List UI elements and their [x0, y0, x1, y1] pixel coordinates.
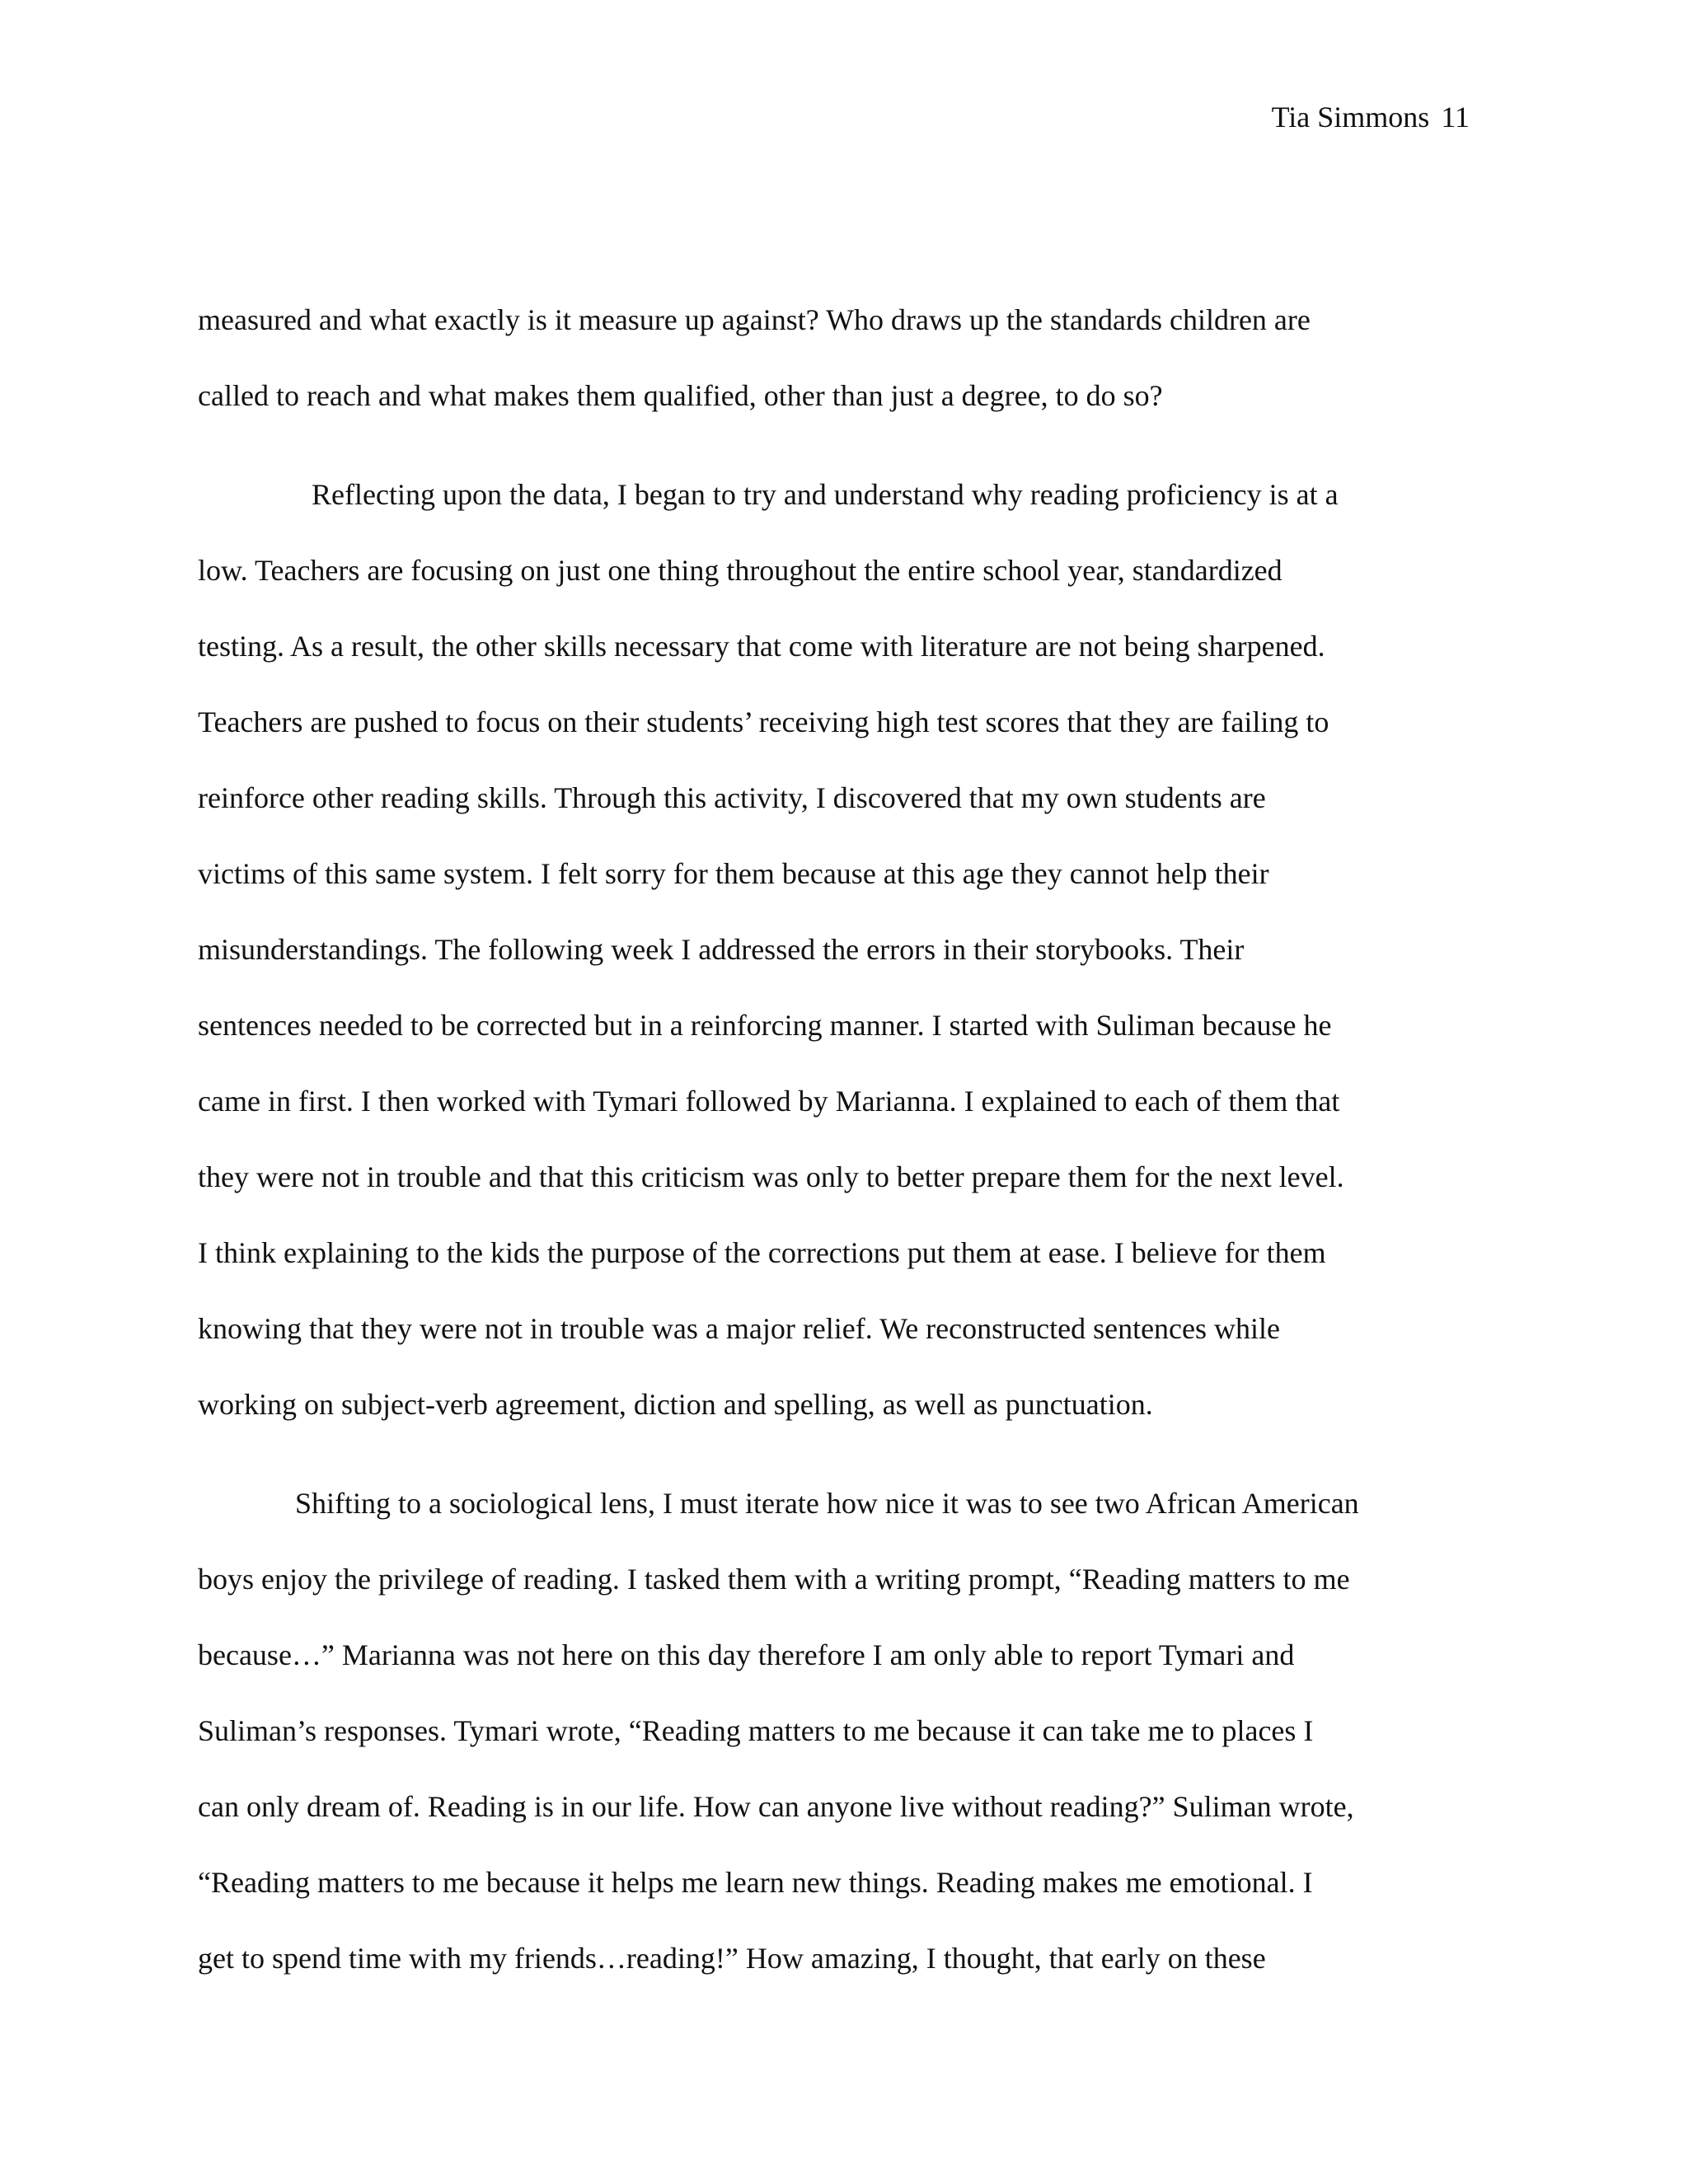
- text-line: Suliman’s responses. Tymari wrote, “Reading matters to me because it can take me to places I: [198, 1714, 1314, 1747]
- text-line: boys enjoy the privilege of reading. I tasked them with a writing prompt, “Reading matters to me: [198, 1563, 1350, 1596]
- text-line: “Reading matters to me because it helps me learn new things. Reading makes me emotional. I: [198, 1866, 1313, 1899]
- header-author: Tia Simmons: [1271, 101, 1430, 134]
- header-page-number: 11: [1441, 101, 1470, 134]
- running-head: [1272, 97, 1470, 137]
- text-line: sentences needed to be corrected but in a reinforcing manner. I started with Suliman because he: [198, 1009, 1332, 1042]
- text-line: get to spend time with my friends…reading!” How amazing, I thought, that early on these: [198, 1942, 1266, 1975]
- text-line: called to reach and what makes them qualified, other than just a degree, to do so?: [198, 379, 1163, 412]
- text-line: low. Teachers are focusing on just one thing throughout the entire school year, standardized: [198, 554, 1282, 587]
- text-line: measured and what exactly is it measure up against? Who draws up the standards children are: [198, 303, 1311, 336]
- text-line: testing. As a result, the other skills necessary that come with literature are not being sharpened.: [198, 630, 1325, 663]
- text-line: they were not in trouble and that this criticism was only to better prepare them for the next level.: [198, 1160, 1344, 1193]
- text-line: because…” Marianna was not here on this day therefore I am only able to report Tymari and: [198, 1638, 1295, 1671]
- text-line: reinforce other reading skills. Through this activity, I discovered that my own students are: [198, 781, 1266, 814]
- text-line: working on subject-verb agreement, diction and spelling, as well as punctuation.: [198, 1388, 1153, 1421]
- text-line: misunderstandings. The following week I addressed the errors in their storybooks. Their: [198, 933, 1245, 966]
- text-line: victims of this same system. I felt sorry for them because at this age they cannot help their: [198, 857, 1269, 890]
- body-text: [198, 300, 1484, 2014]
- text-line: can only dream of. Reading is in our life. How can anyone live without reading?” Suliman wrote,: [198, 1790, 1354, 1823]
- paragraph-start-line: Reflecting upon the data, I began to try and understand why reading proficiency is at a: [312, 478, 1339, 511]
- text-line: came in first. I then worked with Tymari followed by Marianna. I explained to each of them that: [198, 1085, 1340, 1118]
- text-line: knowing that they were not in trouble was a major relief. We reconstructed sentences while: [198, 1312, 1280, 1345]
- text-line: I think explaining to the kids the purpose of the corrections put them at ease. I believe for them: [198, 1236, 1326, 1269]
- paragraph-start-line: Shifting to a sociological lens, I must iterate how nice it was to see two African American: [295, 1487, 1359, 1520]
- text-line: Teachers are pushed to focus on their students’ receiving high test scores that they are failing to: [198, 705, 1329, 738]
